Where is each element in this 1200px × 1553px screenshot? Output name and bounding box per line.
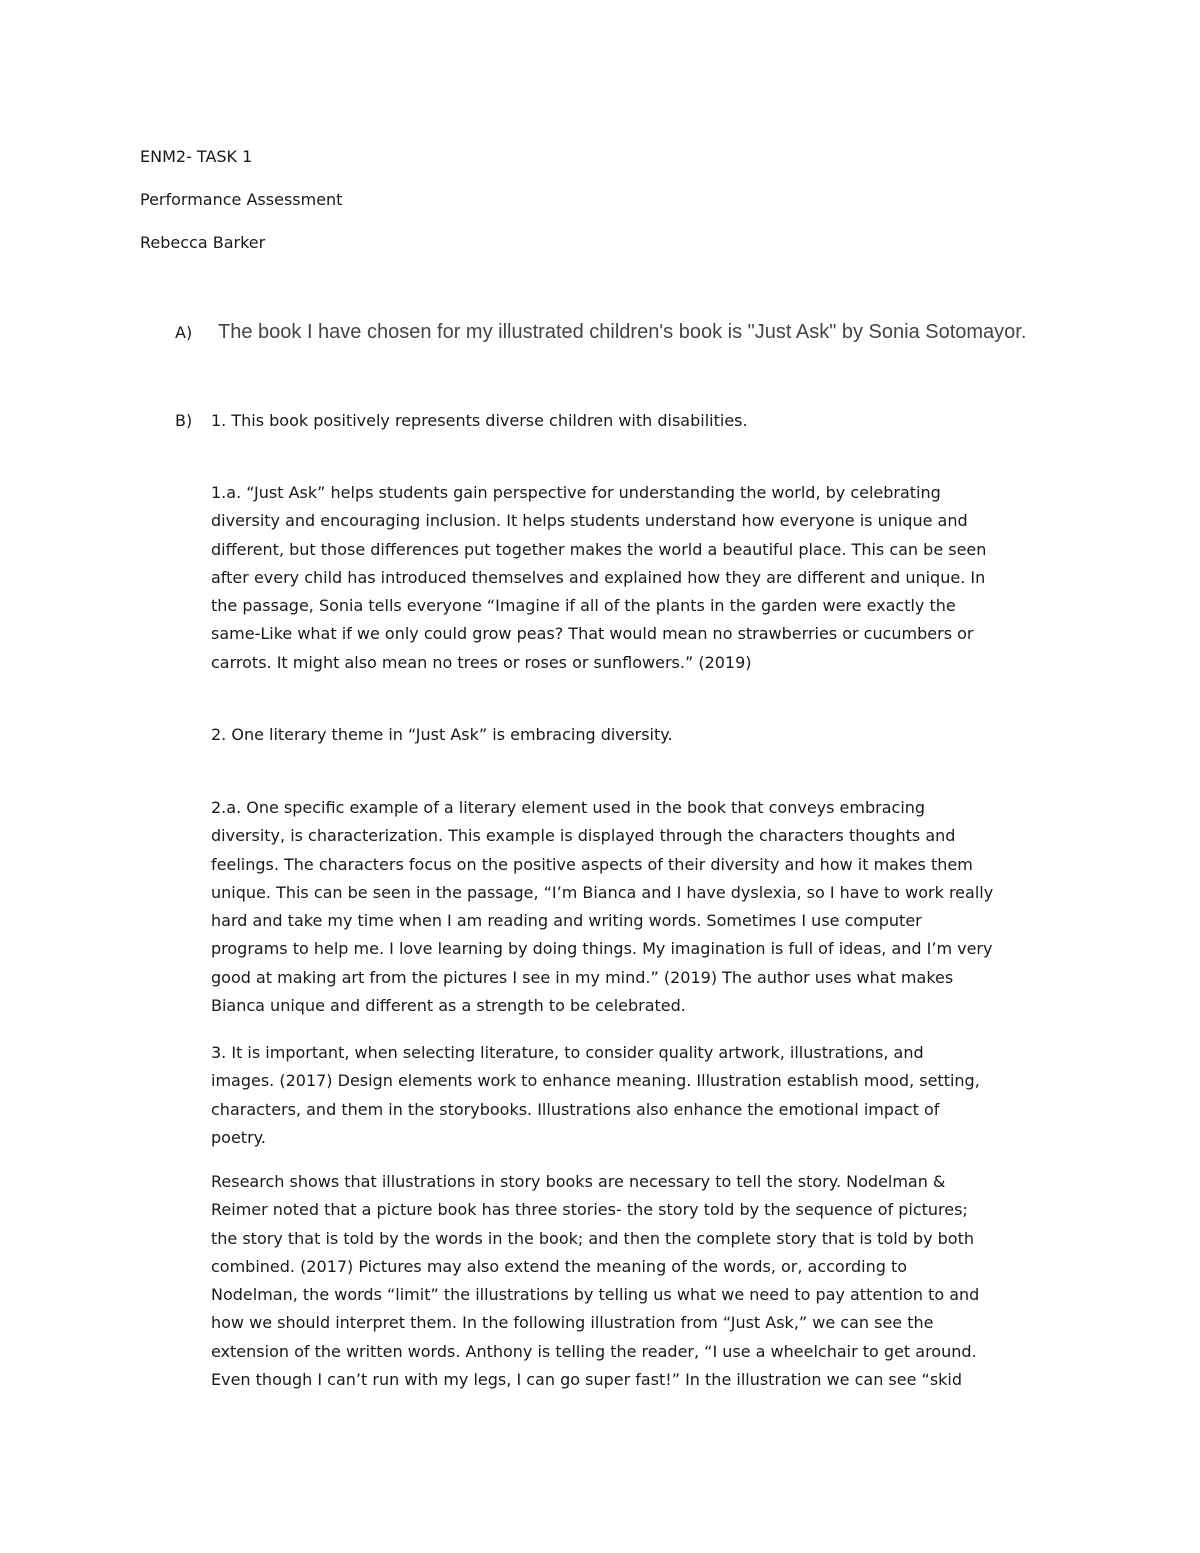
paragraph-line: extension of the written words. Anthony is telling the reader, “I use a wheelchair to get around. [211, 1341, 977, 1361]
paragraph-line: Even though I can’t run with my legs, I can go super fast!” In the illustration we can see “skid [211, 1370, 963, 1390]
assessment-title: Performance Assessment [140, 190, 343, 209]
paragraph-line: Nodelman, the words “limit” the illustrations by telling us what we need to pay attention to and [211, 1285, 980, 1305]
course-title: ENM2- TASK 1 [140, 147, 253, 166]
paragraph-line: carrots. It might also mean no trees or roses or sunflowers.” (2019) [211, 652, 752, 672]
paragraph-line: images. (2017) Design elements work to enhance meaning. Illustration establish mood, setting, [211, 1071, 980, 1091]
paragraph-line: 2.a. One specific example of a literary element used in the book that conveys embracing [211, 798, 926, 817]
paragraph-line: unique. This can be seen in the passage, “I’m Bianca and I have dyslexia, so I have to work really [211, 882, 994, 902]
paragraph-line: same-Like what if we only could grow peas? That would mean no strawberries or cucumbers or [211, 624, 974, 644]
paragraph-line: Reimer noted that a picture book has three stories- the story told by the sequence of pictures; [211, 1200, 968, 1220]
item-2-text: 2. One literary theme in “Just Ask” is embracing diversity. [211, 725, 673, 744]
item-3-paragraph [211, 1039, 1071, 1152]
paragraph-line: diversity and encouraging inclusion. It helps students understand how everyone is unique and [211, 511, 968, 531]
section-a-text: The book I have chosen for my illustrated children's book is "Just Ask" by Sonia Sotomayor. [218, 321, 1027, 343]
paragraph-line: diversity, is characterization. This example is displayed through the characters thoughts and [211, 826, 956, 846]
item-1a-paragraph [211, 479, 1071, 677]
paragraph-line: poetry. [211, 1127, 266, 1147]
paragraph-line: how we should interpret them. In the following illustration from “Just Ask,” we can see the [211, 1313, 934, 1333]
research-paragraph [211, 1168, 1071, 1394]
section-b-marker: B) [175, 411, 193, 430]
item-2a-paragraph [211, 794, 1071, 1020]
paragraph-line: programs to help me. I love learning by doing things. My imagination is full of ideas, and I’m very [211, 939, 993, 959]
paragraph-line: 3. It is important, when selecting literature, to consider quality artwork, illustrations, and [211, 1043, 924, 1062]
section-a-marker: A) [175, 323, 193, 342]
paragraph-line: the passage, Sonia tells everyone “Imagine if all of the plants in the garden were exactly the [211, 596, 956, 616]
paragraph-line: good at making art from the pictures I see in my mind.” (2019) The author uses what makes [211, 967, 954, 987]
paragraph-line: different, but those differences put together makes the world a beautiful place. This can be seen [211, 539, 987, 559]
paragraph-line: combined. (2017) Pictures may also extend the meaning of the words, or, according to [211, 1256, 908, 1276]
item-1-text: 1. This book positively represents diverse children with disabilities. [211, 411, 748, 430]
paragraph-line: Bianca unique and different as a strength to be celebrated. [211, 996, 686, 1016]
paragraph-line: after every child has introduced themselves and explained how they are different and unique. In [211, 567, 986, 587]
paragraph-line: 1.a. “Just Ask” helps students gain perspective for understanding the world, by celebrating [211, 483, 941, 502]
paragraph-line: the story that is told by the words in the book; and then the complete story that is told by both [211, 1228, 974, 1248]
author-name: Rebecca Barker [140, 233, 266, 252]
paragraph-line: hard and take my time when I am reading and writing words. Sometimes I use computer [211, 911, 922, 931]
paragraph-line: Research shows that illustrations in story books are necessary to tell the story. Nodelman & [211, 1172, 946, 1191]
paragraph-line: characters, and them in the storybooks. Illustrations also enhance the emotional impact of [211, 1099, 940, 1119]
paragraph-line: feelings. The characters focus on the positive aspects of their diversity and how it makes them [211, 854, 973, 874]
